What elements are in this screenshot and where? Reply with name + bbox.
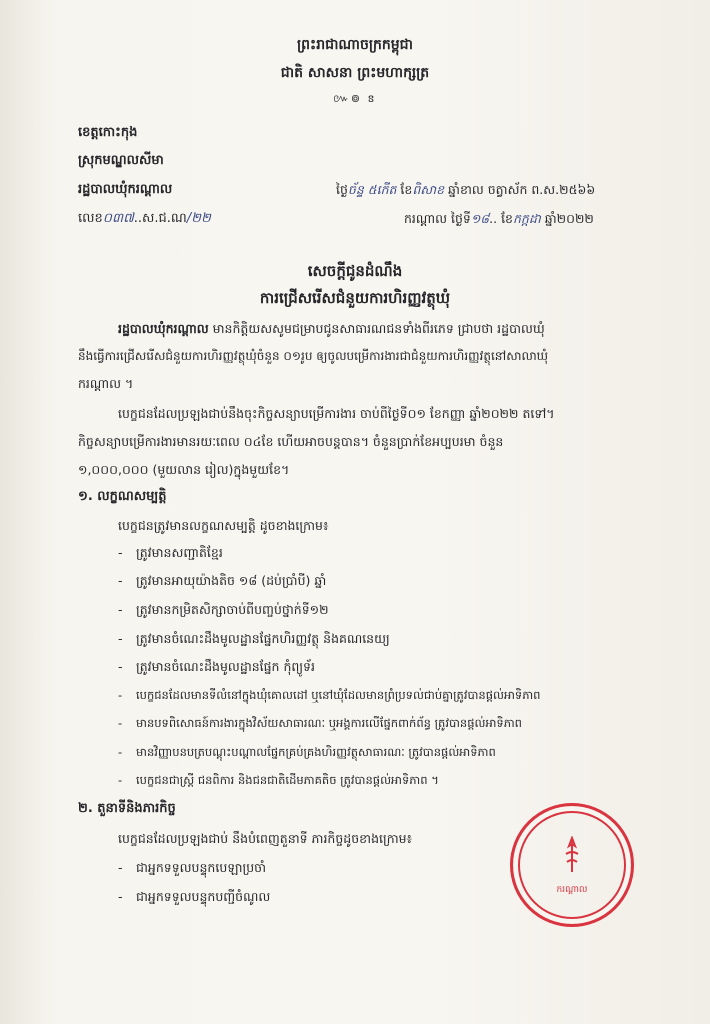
list-item-text: បេក្ខជនជាស្ត្រី ជនពិការ និងជនជាតិដើមភាគតិច ត្រូវបានផ្តល់អាទិភាព ។ xyxy=(136,773,439,787)
list-item: - បេក្ខជនជាស្ត្រី ជនពិការ និងជនជាតិដើមភាគតិច ត្រូវបានផ្តល់អាទិភាព ។ xyxy=(118,773,439,787)
solar-prefix: ករណ្តាល ថ្ងៃទី xyxy=(404,211,471,226)
list-item: - ត្រូវមានអាយុយ៉ាងតិច ១៨ (ដប់ប្រាំបី) ឆ្នាំ xyxy=(118,573,327,588)
section-2-heading: ២. តួនាទីនិងភារកិច្ច xyxy=(78,801,176,816)
lunar-day: ច័ន្ទ ៥កេីត xyxy=(347,182,397,197)
list-item: - ត្រូវមានកម្រិតសិក្សាចាប់ពីបញ្ចប់ថ្នាក់ទី១២ xyxy=(118,602,329,617)
lunar-prefix: ថ្ងៃ xyxy=(336,182,348,197)
list-item: - ត្រូវមានចំណេះដឹងមូលដ្ឋានផ្នែក កុំព្យូទ័រ xyxy=(118,659,315,674)
list-item-text: ត្រូវមានកម្រិតសិក្សាចាប់ពីបញ្ចប់ថ្នាក់ទី១២ xyxy=(136,602,329,617)
ref-prefix: លេខ xyxy=(78,211,103,226)
list-item: - មានបទពិសោធន៍ការងារក្នុងវិស័យសាធារណៈ ឬអង្គការលើផ្នែកពាក់ព័ន្ធ ត្រូវបានផ្តល់អាទិភាព xyxy=(118,716,522,730)
lunar-month: ពិសាខ xyxy=(412,182,445,197)
list-item-text: មានបទពិសោធន៍ការងារក្នុងវិស័យសាធារណៈ ឬអង្គការលើផ្នែកពាក់ព័ន្ធ ត្រូវបានផ្តល់អាទិភាព xyxy=(136,716,522,730)
list-item-text: ត្រូវមានអាយុយ៉ាងតិច ១៨ (ដប់ប្រាំបី) ឆ្នាំ xyxy=(136,573,327,588)
section-2-lead: បេក្ខជនដែលប្រឡងជាប់ នឹងបំពេញតួនាទី ភារកិច្ចដូចខាងក្រោម៖ xyxy=(118,831,413,846)
list-item-text: ជាអ្នកទទួលបន្ទុកបេឡាប្រចាំ xyxy=(136,860,267,875)
list-item-text: ត្រូវមានសញ្ជាតិខ្មែរ xyxy=(136,545,223,560)
list-item-text: ជាអ្នកទទួលបន្ទុកបញ្ជីចំណូល xyxy=(136,889,271,904)
official-seal-stamp xyxy=(510,803,634,927)
lunar-date xyxy=(336,181,595,199)
list-item: - ជាអ្នកទទួលបន្ទុកបញ្ជីចំណូល xyxy=(118,889,271,904)
intro-paragraph-1-line-2: នឹងធ្វើការជ្រើសរើសជំនួយការហិរញ្ញវត្ថុឃុំចំនួន ០១រូប ឲ្យចូលបម្រើការងារជាជំនួយការហិរញ្ញវត្ថុនៅសាលាឃុំ xyxy=(78,349,549,363)
ornament-divider: ៚៙ ៜ xyxy=(333,92,377,105)
reference-number xyxy=(78,210,211,228)
intro-paragraph-1-line-1 xyxy=(118,320,545,338)
list-item-text: ត្រូវមានចំណេះដឹងមូលដ្ឋានផ្នែក កុំព្យូទ័រ xyxy=(136,659,315,674)
section-1-heading: ១. លក្ខណសម្បត្តិ xyxy=(78,489,167,504)
list-item-text: មានវិញ្ញាបនបត្របណ្តុះបណ្តាលផ្នែកគ្រប់គ្រងហិរញ្ញវត្ថុសាធារណៈ ត្រូវបានផ្តល់អាទិភាព xyxy=(136,745,496,759)
seal-emblem-icon xyxy=(561,836,583,876)
ref-number: ០៣៧ xyxy=(102,211,134,226)
intro-paragraph-1-line-3: ករណ្តាល ។ xyxy=(78,376,134,391)
commune-label: រដ្ឋបាលឃុំករណ្តាល xyxy=(78,182,173,197)
kingdom-heading: ព្រះរាជាណាចក្រកម្ពុជា xyxy=(296,37,413,53)
intro-commune-name: រដ្ឋបាលឃុំករណ្តាល xyxy=(118,321,209,336)
notice-subtitle: ការជ្រើសរើសជំនួយការហិរញ្ញវត្ថុឃុំ xyxy=(259,289,451,307)
solar-date xyxy=(404,210,594,228)
province-label: ខេត្តកោះកុង xyxy=(78,125,138,140)
list-item: - ត្រូវមានសញ្ជាតិខ្មែរ xyxy=(118,545,223,560)
notice-title: សេចក្តីជូនដំណឹង xyxy=(307,262,403,280)
list-item: - ត្រូវមានចំណេះដឹងមូលដ្ឋានផ្នែកហិរញ្ញវត្ថុ និងគណនេយ្យ xyxy=(118,631,390,646)
solar-month: កក្កដា xyxy=(512,211,541,226)
district-label: ស្រុកមណ្ឌលសីមា xyxy=(78,153,164,168)
solar-month-prefix: .. ខែ xyxy=(489,211,513,226)
lunar-month-prefix: ខែ xyxy=(396,182,413,197)
intro-paragraph-2-line-2: កិច្ចសន្យាបម្រើការងារមានរយៈពេល ០៤ខែ ហើយអាចបន្តបាន។ ចំនួនប្រាក់ខែអប្បបរមា ចំនួន xyxy=(78,434,504,449)
list-item-text: ត្រូវមានចំណេះដឹងមូលដ្ឋានផ្នែកហិរញ្ញវត្ថុ និងគណនេយ្យ xyxy=(136,631,390,646)
section-1-lead: បេក្ខជនត្រូវមានលក្ខណសម្បត្តិ ដូចខាងក្រោម៖ xyxy=(118,518,329,533)
list-item: - មានវិញ្ញាបនបត្របណ្តុះបណ្តាលផ្នែកគ្រប់គ្រងហិរញ្ញវត្ថុសាធារណៈ ត្រូវបានផ្តល់អាទិភាព xyxy=(118,745,496,759)
intro-paragraph-2-line-3: ១,០០០,០០០ (មួយលាន រៀល)ក្នុងមួយខែ។ xyxy=(78,462,290,477)
list-item: - ជាអ្នកទទួលបន្ទុកបេឡាប្រចាំ xyxy=(118,860,267,875)
list-item-text: បេក្ខជនដែលមានទីលំនៅក្នុងឃុំគោលដៅ ឬនៅឃុំដែលមានព្រំប្រទល់ជាប់គ្នាត្រូវបានផ្តល់អាទិភាព xyxy=(136,688,541,702)
intro-paragraph-2-line-1: បេក្ខជនដែលប្រឡងជាប់នឹងចុះកិច្ចសន្យាបម្រើការងារ ចាប់ពីថ្ងៃទី០១ ខែកញ្ញា ឆ្នាំ២០២២ តទៅ។ xyxy=(118,406,555,421)
solar-day: ១៨ xyxy=(470,211,490,226)
seal-text: ករណ្តាល xyxy=(556,885,588,895)
lunar-rest: ឆ្នាំខាល ចត្វាស័ក ព.ស.២៥៦៦ xyxy=(444,182,596,197)
list-item: - បេក្ខជនដែលមានទីលំនៅក្នុងឃុំគោលដៅ ឬនៅឃុំដែលមានព្រំប្រទល់ជាប់គ្នាត្រូវបានផ្តល់អាទិភាព xyxy=(118,688,541,702)
ref-suffix: /២២ xyxy=(186,211,211,226)
intro-text-1: មានកិត្តិយសសូមជម្រាបជូនសាធារណជនទាំងពីរភេទ ជ្រាបថា រដ្ឋបាលឃុំ xyxy=(208,321,545,336)
motto-heading: ជាតិ សាសនា ព្រះមហាក្សត្រ xyxy=(280,65,430,81)
ref-code: ..ស.ជ.ណ xyxy=(133,211,187,226)
solar-rest: ឆ្នាំ២០២២ xyxy=(540,211,594,226)
